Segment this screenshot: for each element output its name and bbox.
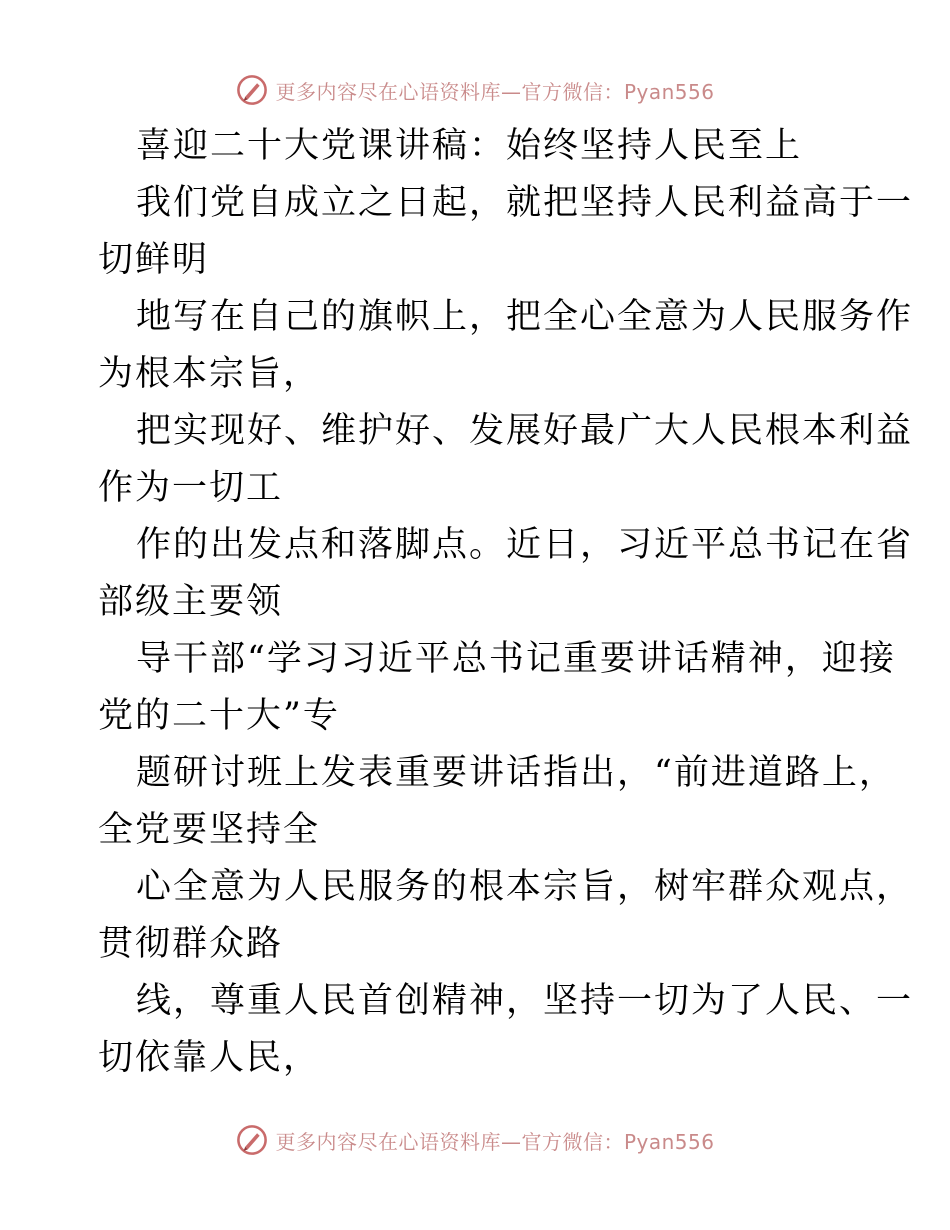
text-line: 心全意为人民服务的根本宗旨，树牢群众观点，: [136, 867, 914, 907]
text-line: 把实现好、维护好、发展好最广大人民根本利益: [136, 411, 914, 451]
text-line: 线，尊重人民首创精神，坚持一切为了人民、一: [136, 981, 914, 1021]
footer-watermark: [0, 1120, 950, 1160]
watermark-text: 更多内容尽在心语资料库—官方微信：Pyan556: [275, 79, 715, 104]
text-line: 党的二十大”专: [98, 696, 340, 736]
text-line: 全党要坚持全: [98, 810, 321, 850]
pen-logo-icon: [235, 73, 269, 107]
text-line: 作的出发点和落脚点。近日，习近平总书记在省: [136, 525, 914, 565]
text-line: 部级主要领: [98, 582, 284, 622]
document-body: [98, 118, 914, 1087]
text-line: 导干部“学习习近平总书记重要讲话精神，迎接: [136, 639, 896, 679]
text-line: 题研讨班上发表重要讲话指出，“前进道路上，: [136, 753, 896, 793]
text-line: 我们党自成立之日起，就把坚持人民利益高于一: [136, 183, 914, 223]
watermark-text: 更多内容尽在心语资料库—官方微信：Pyan556: [275, 1129, 715, 1154]
text-line: 切鲜明: [98, 240, 210, 280]
text-line: 为根本宗旨，: [98, 354, 321, 394]
text-line: 切依靠人民，: [98, 1038, 321, 1078]
text-line: 作为一切工: [98, 468, 284, 508]
text-line: 贯彻群众路: [98, 924, 284, 964]
header-watermark: [0, 70, 950, 110]
document-title: 喜迎二十大党课讲稿：始终坚持人民至上: [136, 126, 803, 166]
pen-logo-icon: [235, 1123, 269, 1157]
text-line: 地写在自己的旗帜上，把全心全意为人民服务作: [136, 297, 914, 337]
